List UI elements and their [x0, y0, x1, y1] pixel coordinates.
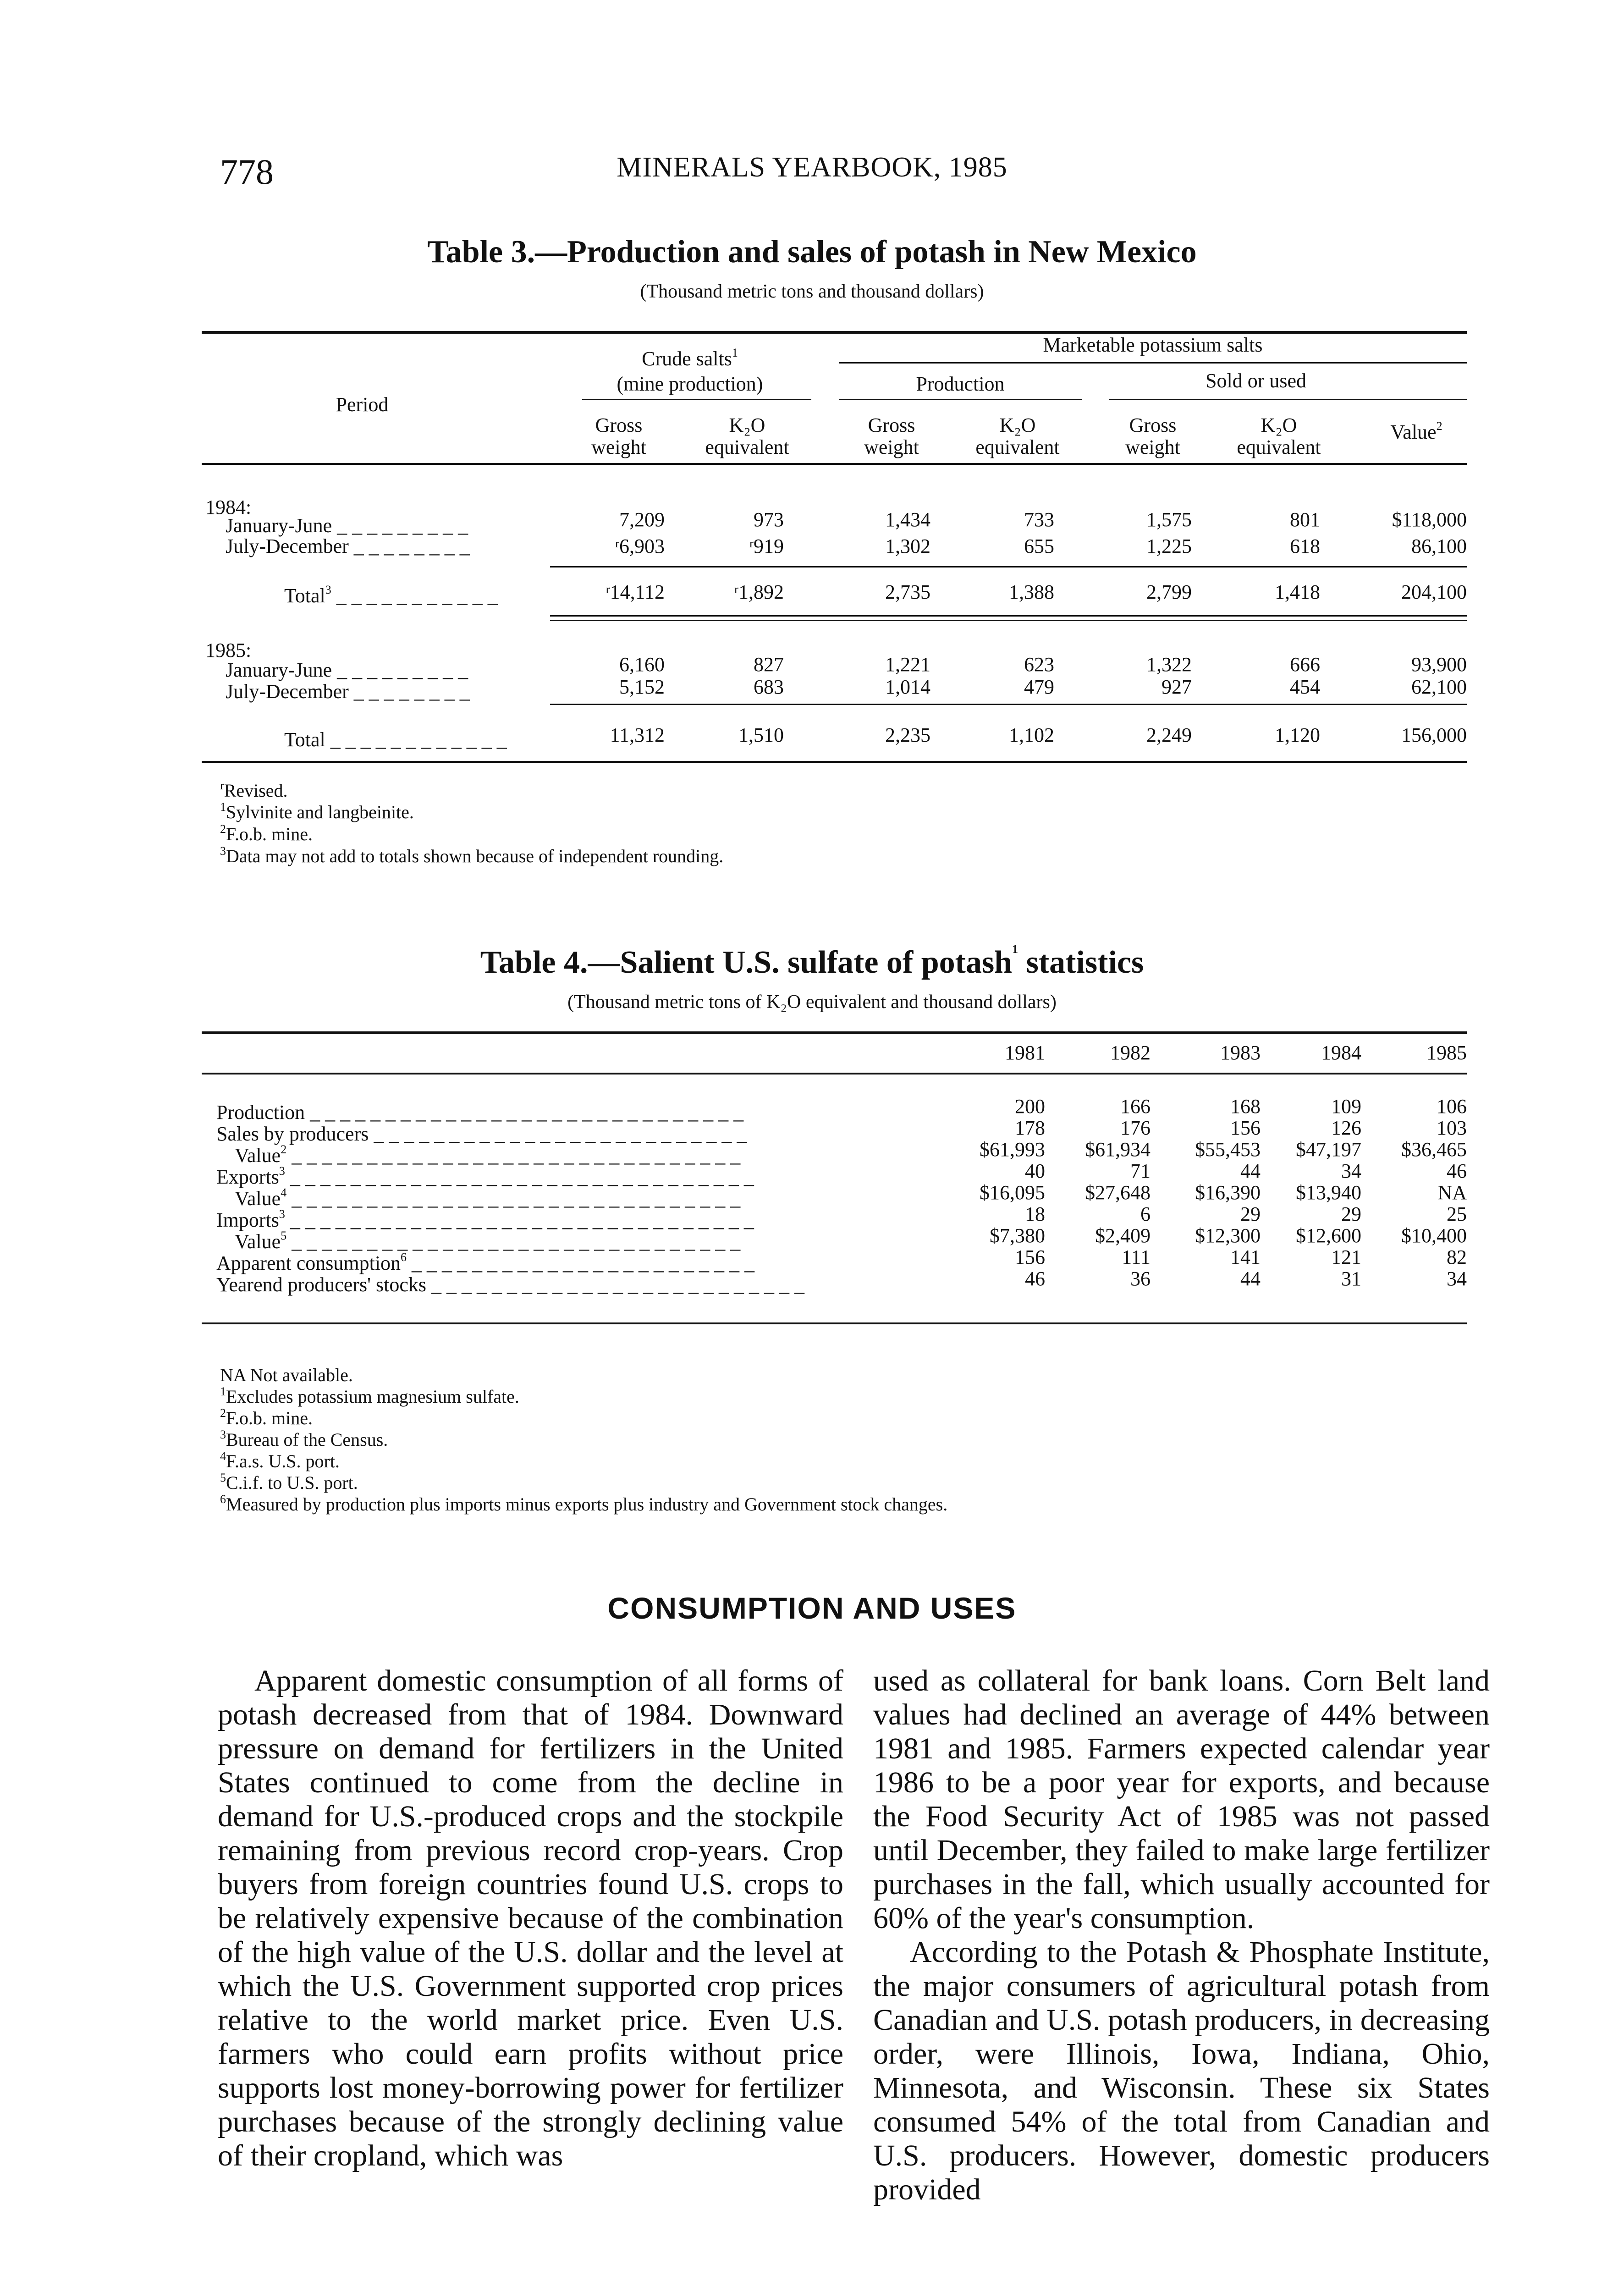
table4-cell: $55,453: [1195, 1138, 1261, 1161]
table4-bottom-rule: [202, 1322, 1467, 1324]
table3-rule-marketable: [839, 362, 1467, 364]
table3-header-value: Value$^2$: [1390, 419, 1442, 443]
table3-header-k2o1: K₂O: [729, 414, 765, 436]
table4-cell: $16,390: [1195, 1181, 1261, 1204]
table3-rule-sold: [1109, 399, 1467, 400]
table3-cell: 5,152: [619, 676, 665, 698]
table3-header-period: Period: [336, 393, 389, 416]
table4-row-label: Exports$^3$ _ _ _ _ _ _ _ _ _ _ _ _ _ _ _ _ _ _ _ _ _ _ _ _ _ _ _ _ _ _ _: [216, 1164, 754, 1188]
table4-title: Table 4.—Salient U.S. sulfate of potash$^1$ statistics: [480, 942, 1144, 980]
table4-cell: 106: [1437, 1095, 1467, 1118]
table3-cell: 454: [1290, 676, 1320, 698]
table3-cell: 62,100: [1411, 676, 1467, 698]
table3-cell: 666: [1290, 653, 1320, 676]
table3-header-equiv1: equivalent: [705, 436, 789, 458]
table3-rule-production: [839, 399, 1082, 400]
table3-footnote: $^2$F.o.b. mine.: [220, 822, 313, 844]
table4-cell: 6: [1140, 1203, 1151, 1225]
table3-subtotal-rule: [550, 704, 1467, 705]
table4-cell: 176: [1120, 1117, 1151, 1139]
table3-header-gross2: Gross: [868, 414, 915, 436]
table4-cell: 82: [1447, 1246, 1467, 1268]
table4-cell: 178: [1015, 1117, 1045, 1139]
table3-cell: 2,799: [1146, 581, 1192, 603]
table4-cell: $61,934: [1085, 1138, 1151, 1161]
table3-header-equiv2: equivalent: [975, 436, 1060, 458]
table3-cell: 1,014: [885, 676, 930, 698]
table4-cell: 200: [1015, 1095, 1045, 1118]
table4-year-header: 1982: [1110, 1041, 1151, 1064]
paragraph: Apparent domestic consumption of all forms of potash decreased from that of 1984. Downward pressure on demand for fertilizers in the United States continued to come from the decline in demand for U.S.-produced crops and the stockpile remaining from previous record crop-years. Crop buyers from foreign countries found U.S. crops to be relatively expensive because of the combination of the high value of the U.S. dollar and the level at which the U.S. Government supported crop prices relative to the world market price. Even U.S. farmers who could earn profits without price supports lost money-borrowing power for fertilizer purchases because of the strongly declining value of their cropland, which was: [218, 1664, 843, 2172]
table3-title: Table 3.—Production and sales of potash in New Mexico: [427, 234, 1197, 270]
paragraph: used as collateral for bank loans. Corn Belt land values had declined an average of 44% between 1981 and 1985. Farmers expected calendar year 1986 to be a poor year for exports, and because the Food Security Act of 1985 was not passed until December, they failed to make large fertilizer purchases in the fall, which usually accounted for 60% of the year's consumption.: [873, 1664, 1490, 1935]
table3-year-1985: 1985:: [205, 639, 252, 661]
table4-year-header: 1981: [1005, 1041, 1045, 1064]
table4-top-rule: [202, 1031, 1467, 1034]
table3-cell: $118,000: [1392, 508, 1467, 531]
table4-cell: 71: [1130, 1160, 1151, 1182]
table4-footnote: $^6$Measured by production plus imports minus exports plus industry and Government stock changes.: [220, 1493, 948, 1515]
table4-header-rule: [202, 1073, 1467, 1074]
table4-footnote: $^2$F.o.b. mine.: [220, 1406, 313, 1428]
table4-cell: 29: [1341, 1203, 1361, 1225]
table4-cell: $13,940: [1296, 1181, 1361, 1204]
table3-total-rule: [550, 615, 1467, 617]
table4-cell: 25: [1447, 1203, 1467, 1225]
table4-row-label: Value$^2$ _ _ _ _ _ _ _ _ _ _ _ _ _ _ _ _ _ _ _ _ _ _ _ _ _ _ _ _ _ _: [235, 1143, 741, 1167]
table4-footnote: $^3$Bureau of the Census.: [220, 1428, 388, 1450]
table4-cell: $12,300: [1195, 1224, 1261, 1247]
table3-cell: 2,235: [885, 724, 930, 746]
table3-cell: 204,100: [1401, 581, 1467, 603]
table3-cell: 618: [1290, 535, 1320, 557]
table3-cell: 827: [754, 653, 784, 676]
table3-header-gross1: Gross: [595, 414, 643, 436]
table4-cell: 166: [1120, 1095, 1151, 1118]
table3-cell: 927: [1162, 676, 1192, 698]
right-column: [873, 1664, 1490, 2207]
table4-row-label: Yearend producers' stocks _ _ _ _ _ _ _ _ _ _ _ _ _ _ _ _ _ _ _ _ _ _ _ _ _: [216, 1273, 805, 1296]
table3-rule-crude: [582, 399, 811, 400]
table3-header-crude: Crude salts$^1$: [642, 346, 738, 370]
table3-subtitle: (Thousand metric tons and thousand dollars): [640, 281, 984, 302]
running-head: MINERALS YEARBOOK, 1985: [617, 152, 1007, 183]
table3-header-sold: Sold or used: [1206, 369, 1306, 392]
table4-footnote: NA Not available.: [220, 1365, 353, 1385]
table4-cell: $12,600: [1296, 1224, 1361, 1247]
paragraph: According to the Potash & Phosphate Institute, the major consumers of agricultural potash from Canadian and U.S. potash producers, in decreasing order, were Illinois, Iowa, Indiana, Ohio, Minnesota, and Wisconsin. These six States consumed 54% of the total from Canadian and U.S. producers. However, domestic producers provided: [873, 1935, 1490, 2206]
table3-header-equiv3: equivalent: [1237, 436, 1321, 458]
section-heading: CONSUMPTION AND USES: [607, 1591, 1017, 1625]
table4-cell: 156: [1015, 1246, 1045, 1268]
table3-total-rule-2: [550, 620, 1467, 621]
table4-cell: $2,409: [1095, 1224, 1151, 1247]
table4-cell: 126: [1331, 1117, 1361, 1139]
table4-cell: $7,380: [990, 1224, 1045, 1247]
table3-footnote: $^3$Data may not add to totals shown because of independent rounding.: [220, 844, 724, 866]
table3-cell: 93,900: [1411, 653, 1467, 676]
table3-footnote: $^1$Sylvinite and langbeinite.: [220, 800, 414, 822]
table4-year-header: 1984: [1321, 1041, 1361, 1064]
table4-cell: 29: [1240, 1203, 1261, 1225]
table4-cell: 18: [1025, 1203, 1045, 1225]
table3-cell: 973: [754, 508, 784, 531]
table4-cell: 141: [1230, 1246, 1261, 1268]
table4-cell: 46: [1025, 1267, 1045, 1290]
table3-cell: 1,510: [738, 724, 784, 746]
table3-cell: 1,302: [885, 535, 930, 557]
table4-cell: $16,095: [980, 1181, 1045, 1204]
table4-cell: 168: [1230, 1095, 1261, 1118]
page-number: 778: [220, 152, 274, 192]
table4-row-label: Value$^4$ _ _ _ _ _ _ _ _ _ _ _ _ _ _ _ _ _ _ _ _ _ _ _ _ _ _ _ _ _ _: [235, 1186, 741, 1210]
table4-cell: 34: [1341, 1160, 1361, 1182]
table3-cell: 479: [1024, 676, 1054, 698]
table4-footnote: $^5$C.i.f. to U.S. port.: [220, 1471, 358, 1493]
table3-cell: 6,160: [619, 653, 665, 676]
table3-header-rule: [202, 463, 1467, 465]
table3-row-label: July-December _ _ _ _ _ _ _ _: [226, 535, 470, 557]
table3-cell: 11,312: [610, 724, 665, 746]
table3-cell: ʳ14,112: [606, 581, 665, 603]
table4-subtitle: (Thousand metric tons of K₂O equivalent and thousand dollars): [567, 992, 1057, 1013]
table3-row-label: Total$^3$ _ _ _ _ _ _ _ _ _ _ _: [284, 583, 498, 607]
table3-cell: 733: [1024, 508, 1054, 531]
table3-cell: 156,000: [1401, 724, 1467, 746]
table3-bottom-rule: [202, 761, 1467, 763]
table4-footnote: $^1$Excludes potassium magnesium sulfate.: [220, 1385, 519, 1407]
table3-top-rule: [202, 331, 1467, 334]
table4-row-label: Apparent consumption$^6$ _ _ _ _ _ _ _ _ _ _ _ _ _ _ _ _ _ _ _ _ _ _ _: [216, 1251, 755, 1274]
table4-cell: $36,465: [1401, 1138, 1467, 1161]
table3-cell: 1,225: [1146, 535, 1192, 557]
table3-cell: 1,102: [1009, 724, 1054, 746]
table4-cell: 111: [1122, 1246, 1151, 1268]
table3-cell: 801: [1290, 508, 1320, 531]
table3-year-1984: 1984:: [205, 496, 252, 518]
table4-cell: $27,648: [1085, 1181, 1151, 1204]
table3-cell: 683: [754, 676, 784, 698]
table4-cell: 44: [1240, 1267, 1261, 1290]
table4-cell: $10,400: [1401, 1224, 1467, 1247]
table4-row-label: Sales by producers _ _ _ _ _ _ _ _ _ _ _ _ _ _ _ _ _ _ _ _ _ _ _ _ _: [216, 1123, 747, 1145]
table4-cell: $47,197: [1296, 1138, 1361, 1161]
table3-cell: ʳ1,892: [734, 581, 784, 603]
table4-cell: NA: [1437, 1181, 1467, 1204]
table3-header-k2o2: K₂O: [999, 414, 1036, 436]
table3-header-weight1: weight: [591, 436, 646, 458]
table3-cell: 1,388: [1009, 581, 1054, 603]
table3-row-label: July-December _ _ _ _ _ _ _ _: [226, 680, 470, 703]
table3-cell: ʳ6,903: [615, 535, 665, 557]
table3-cell: 2,249: [1146, 724, 1192, 746]
table3-cell: 86,100: [1411, 535, 1467, 557]
table3-header-production: Production: [916, 373, 1005, 395]
table3-cell: 1,120: [1275, 724, 1320, 746]
table3-subtotal-rule: [550, 566, 1467, 567]
table4-row-label: Production _ _ _ _ _ _ _ _ _ _ _ _ _ _ _ _ _ _ _ _ _ _ _ _ _ _ _ _ _: [216, 1101, 744, 1124]
left-column: [218, 1664, 843, 2173]
table4-row-label: Value$^5$ _ _ _ _ _ _ _ _ _ _ _ _ _ _ _ _ _ _ _ _ _ _ _ _ _ _ _ _ _ _: [235, 1229, 741, 1253]
table3-header-marketable: Marketable potassium salts: [1043, 334, 1263, 356]
table3-cell: 1,221: [885, 653, 930, 676]
table3-row-label: January-June _ _ _ _ _ _ _ _ _: [226, 659, 468, 681]
table3-cell: 7,209: [619, 508, 665, 531]
table3-header-weight3: weight: [1125, 436, 1180, 458]
table3-header-weight2: weight: [864, 436, 919, 458]
table3-row-label: January-June _ _ _ _ _ _ _ _ _: [226, 514, 468, 537]
table3-header-k2o3: K₂O: [1261, 414, 1297, 436]
table3-header-crude-sub: (mine production): [617, 373, 763, 395]
table3-cell: 655: [1024, 535, 1054, 557]
table3-cell: 1,575: [1146, 508, 1192, 531]
table4-cell: 46: [1447, 1160, 1467, 1182]
table3-header-gross3: Gross: [1129, 414, 1177, 436]
table4-cell: 121: [1331, 1246, 1361, 1268]
table3-cell: 1,418: [1275, 581, 1320, 603]
table3-cell: 623: [1024, 653, 1054, 676]
table3-cell: 1,434: [885, 508, 930, 531]
table4-cell: 36: [1130, 1267, 1151, 1290]
table4-cell: 44: [1240, 1160, 1261, 1182]
table3-cell: 1,322: [1146, 653, 1192, 676]
table4-cell: 109: [1331, 1095, 1361, 1118]
table4-year-header: 1983: [1220, 1041, 1261, 1064]
table4-footnote: $^4$F.a.s. U.S. port.: [220, 1449, 340, 1471]
table3-footnote: $^r$Revised.: [220, 779, 288, 801]
table4-cell: 31: [1341, 1267, 1361, 1290]
table4-cell: $61,993: [980, 1138, 1045, 1161]
table4-row-label: Imports$^3$ _ _ _ _ _ _ _ _ _ _ _ _ _ _ _ _ _ _ _ _ _ _ _ _ _ _ _ _ _ _ _: [216, 1207, 754, 1231]
table4-cell: 34: [1447, 1267, 1467, 1290]
table3-row-label: Total _ _ _ _ _ _ _ _ _ _ _ _: [284, 728, 507, 751]
table4-year-header: 1985: [1426, 1041, 1467, 1064]
table3-cell: 2,735: [885, 581, 930, 603]
table4-cell: 40: [1025, 1160, 1045, 1182]
table3-cell: ʳ919: [749, 535, 784, 557]
table4-cell: 156: [1230, 1117, 1261, 1139]
table4-cell: 103: [1437, 1117, 1467, 1139]
